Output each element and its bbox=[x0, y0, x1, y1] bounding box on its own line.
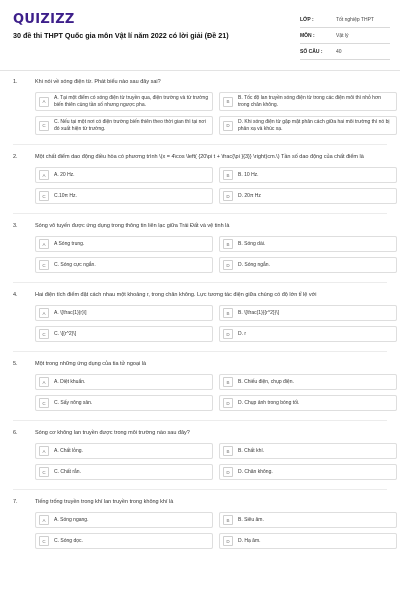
question-number: 1. bbox=[13, 79, 18, 85]
option-a[interactable] bbox=[35, 374, 213, 390]
option-letter: D bbox=[223, 536, 233, 546]
question-4 bbox=[0, 291, 400, 352]
meta-value: Vật lý bbox=[336, 32, 349, 39]
option-letter: C bbox=[39, 260, 49, 270]
option-a[interactable] bbox=[35, 236, 213, 252]
option-d[interactable] bbox=[219, 464, 397, 480]
question-text: Một chất điểm dao động điều hòa có phương trình \(x = 4\cos \left( {20\pi t + \frac{\pi }{3}} \right)cm.\) Tần số dao động của chất điểm là bbox=[35, 154, 364, 160]
question-5 bbox=[0, 360, 400, 421]
option-text: B. 10 Hz. bbox=[238, 171, 259, 178]
option-a[interactable] bbox=[35, 512, 213, 528]
question-3 bbox=[0, 222, 400, 283]
question-2 bbox=[0, 153, 400, 214]
option-letter: C bbox=[39, 329, 49, 339]
option-text: B. Tốc độ lan truyền sóng điện từ trong các điện môi thì nhỏ hơn trong chân không. bbox=[238, 95, 382, 108]
option-letter: D bbox=[223, 467, 233, 477]
question-text: Tiếng trống truyền trong khí lan truyền trong không khí là bbox=[35, 499, 174, 505]
meta-row-count bbox=[300, 44, 390, 60]
question-list bbox=[0, 78, 400, 549]
option-letter: B bbox=[223, 308, 233, 318]
question-7 bbox=[0, 498, 400, 549]
option-text: C. Sóng dọc. bbox=[54, 537, 83, 544]
question-number: 7. bbox=[13, 499, 18, 505]
question-text: Sóng vô tuyến được ứng dụng trong thông tin liên lạc giữa Trái Đất và vệ tinh là bbox=[35, 223, 230, 229]
option-c[interactable] bbox=[35, 395, 213, 411]
question-number: 4. bbox=[13, 292, 18, 298]
question-1 bbox=[0, 78, 400, 145]
question-text: Hai điện tích điểm đặt cách nhau một khoảng r, trong chân không. Lực tương tác điện giữa chúng có độ lớn tỉ lệ với bbox=[35, 292, 317, 298]
option-letter: C bbox=[39, 121, 49, 131]
option-b[interactable] bbox=[219, 374, 397, 390]
option-c[interactable] bbox=[35, 188, 213, 204]
option-letter: B bbox=[223, 446, 233, 456]
option-letter: D bbox=[223, 329, 233, 339]
option-text: C. Chất rắn. bbox=[54, 468, 81, 475]
meta-table bbox=[300, 12, 390, 60]
option-text: A. Chất lỏng. bbox=[54, 447, 83, 454]
option-c[interactable] bbox=[35, 464, 213, 480]
option-letter: B bbox=[223, 377, 233, 387]
question-divider bbox=[13, 282, 387, 283]
option-text: A. Tại một điểm có sóng điện từ truyền qua, điện trường và từ trường biến thiên cùng tần số nhưng ngược pha. bbox=[54, 95, 209, 108]
option-text: B. Chiếu điện, chụp điện. bbox=[238, 378, 294, 385]
option-text: C. \[{r^2}\] bbox=[54, 330, 77, 337]
question-text: Khi nói về sóng điện từ. Phát biểu nào sau đây sai? bbox=[35, 79, 161, 85]
question-number: 6. bbox=[13, 430, 18, 436]
option-a[interactable] bbox=[35, 92, 213, 111]
header-divider bbox=[0, 70, 400, 71]
option-text: A. \[\frac{1}{r}\] bbox=[54, 309, 87, 316]
option-d[interactable] bbox=[219, 395, 397, 411]
question-divider bbox=[13, 144, 387, 145]
option-b[interactable] bbox=[219, 167, 397, 183]
meta-row-subject bbox=[300, 28, 390, 44]
option-letter: B bbox=[223, 170, 233, 180]
option-a[interactable] bbox=[35, 305, 213, 321]
option-letter: B bbox=[223, 515, 233, 525]
option-letter: C bbox=[39, 191, 49, 201]
question-divider bbox=[13, 489, 387, 490]
question-text: Sóng cơ không lan truyền được trong môi trường nào sau đây? bbox=[35, 430, 190, 436]
option-text: D. Chụp ảnh trong bóng tối. bbox=[238, 399, 300, 406]
option-text: B. \[\frac{1}{{r^2}}\] bbox=[238, 309, 279, 316]
option-letter: B bbox=[223, 239, 233, 249]
option-text: C.10π Hz. bbox=[54, 192, 77, 199]
option-text: D. Sóng ngắn. bbox=[238, 261, 270, 268]
option-text: C. Nếu tại một nơi có điện trường biến thiên theo thời gian thì tại nơi đó xuất hiện từ trường. bbox=[54, 119, 206, 132]
option-c[interactable] bbox=[35, 257, 213, 273]
option-b[interactable] bbox=[219, 92, 397, 111]
option-text: A Sóng trung. bbox=[54, 240, 85, 247]
option-letter: A bbox=[39, 377, 49, 387]
option-letter: D bbox=[223, 191, 233, 201]
meta-key: MÔN : bbox=[300, 32, 315, 39]
option-text: D. 20π Hz bbox=[238, 192, 261, 199]
question-divider bbox=[13, 213, 387, 214]
option-text: D. Chân không. bbox=[238, 468, 273, 475]
option-text: C. Sấy nông sản. bbox=[54, 399, 93, 406]
option-a[interactable] bbox=[35, 167, 213, 183]
question-number: 5. bbox=[13, 361, 18, 367]
option-c[interactable] bbox=[35, 533, 213, 549]
option-letter: D bbox=[223, 260, 233, 270]
option-text: B. Siêu âm. bbox=[238, 516, 264, 523]
meta-key: SỐ CÂU : bbox=[300, 48, 323, 55]
option-d[interactable] bbox=[219, 326, 397, 342]
option-d[interactable] bbox=[219, 533, 397, 549]
option-letter: A bbox=[39, 308, 49, 318]
option-b[interactable] bbox=[219, 443, 397, 459]
option-text: D. r bbox=[238, 330, 247, 337]
option-letter: A bbox=[39, 239, 49, 249]
option-text: B. Chất khí. bbox=[238, 447, 265, 454]
option-a[interactable] bbox=[35, 443, 213, 459]
meta-row-class bbox=[300, 12, 390, 28]
question-number: 3. bbox=[13, 223, 18, 229]
option-letter: B bbox=[223, 97, 233, 107]
option-letter: C bbox=[39, 536, 49, 546]
option-b[interactable] bbox=[219, 305, 397, 321]
option-c[interactable] bbox=[35, 326, 213, 342]
option-letter: A bbox=[39, 515, 49, 525]
header bbox=[0, 0, 400, 70]
meta-value: Tốt nghiệp THPT bbox=[336, 16, 374, 23]
option-letter: A bbox=[39, 97, 49, 107]
option-d[interactable] bbox=[219, 257, 397, 273]
meta-key: LỚP : bbox=[300, 16, 314, 23]
question-6 bbox=[0, 429, 400, 490]
option-letter: A bbox=[39, 170, 49, 180]
option-text: D. Hạ âm. bbox=[238, 537, 261, 544]
option-d[interactable] bbox=[219, 188, 397, 204]
option-b[interactable] bbox=[219, 236, 397, 252]
question-divider bbox=[13, 351, 387, 352]
option-letter: C bbox=[39, 398, 49, 408]
option-letter: A bbox=[39, 446, 49, 456]
question-text: Một trong những ứng dụng của tia tử ngoại là bbox=[35, 361, 147, 367]
option-text: A. 20 Hz. bbox=[54, 171, 75, 178]
option-text: D. Khi sóng điện từ gặp mặt phân cách giữa hai môi trường thì nó bị phản xạ và khúc xạ. bbox=[238, 119, 390, 132]
question-number: 2. bbox=[13, 154, 18, 160]
option-text: C. Sóng cực ngắn. bbox=[54, 261, 96, 268]
option-text: A. Sóng ngang. bbox=[54, 516, 89, 523]
option-letter: D bbox=[223, 398, 233, 408]
option-c[interactable] bbox=[35, 116, 213, 135]
option-text: A. Diệt khuẩn. bbox=[54, 378, 86, 385]
option-b[interactable] bbox=[219, 512, 397, 528]
option-letter: C bbox=[39, 467, 49, 477]
option-d[interactable] bbox=[219, 116, 397, 135]
page-title: 30 đề thi THPT Quốc gia môn Vật lí năm 2022 có lời giải (Đề 21) bbox=[13, 31, 229, 40]
option-letter: D bbox=[223, 121, 233, 131]
option-text: B. Sóng dài. bbox=[238, 240, 266, 247]
quizizz-logo: QUIZIZZ bbox=[13, 12, 75, 27]
meta-value: 40 bbox=[336, 48, 342, 55]
question-divider bbox=[13, 420, 387, 421]
